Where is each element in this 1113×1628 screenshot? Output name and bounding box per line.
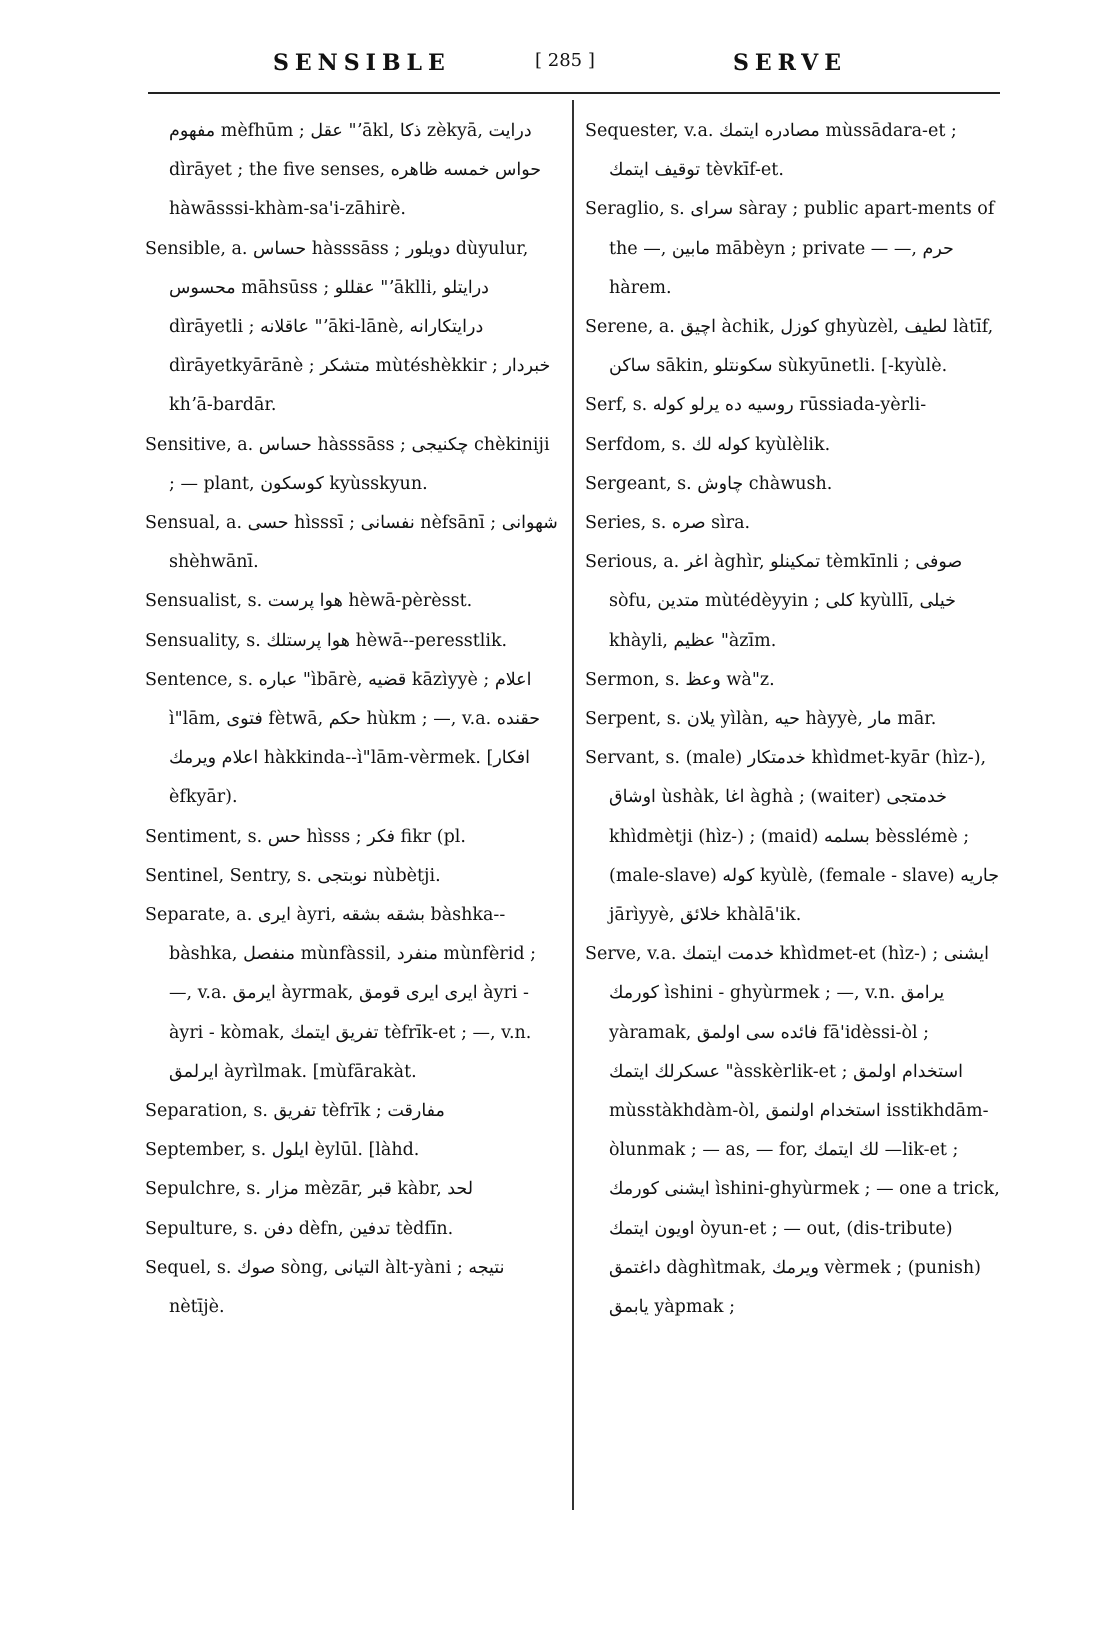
header-rule	[148, 92, 1000, 94]
column-divider	[572, 100, 574, 1510]
dictionary-entry: Sensible, a. حساس hàsssāss ; دويلور dùyulur, محسوس māhsūss ; عقللو "ʼāklli, درايتلو dìrāyetli ; عاقلانه "ʼāki-lānè, درايتكارانه dìrāyetkyārānè ; متشكر mùtéshèkkir ; خبردار khʼā-bardār.	[145, 238, 551, 416]
dictionary-entry: Separate, a. ايرى àyri, بشقه بشقه bàshka--bàshka, منفصل mùnfàssil, منفرد mùnfèrid ; —, v.a. ايرمق àyrmak, ايرى ايرى قومق àyri - àyri - kòmak, تفريق ايتمك tèfrīk-et ; —, v.n. ايرلمق àyrìlmak. [mùfārakàt.	[145, 905, 537, 1082]
right-column	[585, 112, 1000, 1327]
dictionary-entry: Serious, a. اغر àghìr, تمكينلو tèmkīnli ; صوفى sòfu, متدين mùtédèyyin ; كلى kyùllī, خيلى khàyli, عظيم "àzīm.	[585, 552, 963, 651]
running-head-right: SERVE	[733, 50, 847, 76]
left-column	[145, 112, 560, 1327]
dictionary-entry: Serene, a. اچيق àchik, كوزل ghyùzèl, لطيف làtīf, ساكن sākin, سكونتلو sùkyūnetli. [-kyùlè.	[585, 317, 994, 377]
page-header	[145, 50, 1005, 84]
dictionary-entry: Sequel, s. صوك sòng, التيانى àlt-yàni ; نتيجه nètījè.	[145, 1257, 505, 1318]
running-head-left: SENSIBLE	[273, 50, 451, 76]
dictionary-entry: Serpent, s. يلان yìlàn, حيه hàyyè, مار mār.	[585, 709, 937, 730]
dictionary-entry: September, s. ايلول èylūl. [làhd.	[145, 1140, 420, 1161]
dictionary-entry: Seraglio, s. سراى sàray ; public apart-ments of the —, مابين mābèyn ; private — —, حرم hàrem.	[585, 199, 995, 298]
dictionary-entry: Sergeant, s. چاوش chàwush.	[585, 473, 833, 494]
dictionary-entry: Serfdom, s. كوله لك kyùlèlik.	[585, 434, 831, 455]
dictionary-entry: مفهوم mèfhūm ; عقل "ʼākl, ذكا zèkyā, درايت dìrāyet ; the five senses, حواس خمسه ظاهره hàwāsssi-khàm-sa'i-zāhirè.	[169, 121, 542, 220]
dictionary-entry: Sensualist, s. هوا پرست hèwā-pèrèsst.	[145, 591, 473, 612]
dictionary-entry: Separation, s. تفريق tèfrīk ; مفارقت	[145, 1101, 445, 1122]
dictionary-entry: Serf, s. روسيه ده يرلو كوله rūssiada-yèrli-	[585, 395, 927, 416]
dictionary-entry: Servant, s. (male) خدمتكار khìdmet-kyār (hìz-), اوشاق ùshàk, اغا àghà ; (waiter) خدمتجى khìdmètji (hìz-) ; (maid) بسلمه bèsslémè ; (male-slave) كوله kyùlè, (female - slave) جاريه jārìyyè, خلائق khàlā'ik.	[585, 748, 1000, 926]
dictionary-entry: Sermon, s. وعظ wà"z.	[585, 669, 775, 690]
dictionary-entry: Sentiment, s. حس hìsss ; فكر fikr (pl.	[145, 826, 466, 847]
page-number: [ 285 ]	[535, 50, 595, 71]
dictionary-entry: Sensitive, a. حساس hàsssāss ; چكنيجى chèkiniji ; — plant, كوسكون kyùsskyun.	[145, 434, 550, 494]
dictionary-entry: Sentence, s. عباره "ìbārè, قضيه kāzìyyè ; اعلام ì"lām, فتوى fètwā, حكم hùkm ; —, v.a. حقنده اعلام ويرمك hàkkinda--ì"lām-vèrmek. [افكار èfkyār).	[145, 669, 541, 808]
dictionary-entry: Serve, v.a. خدمت ايتمك khìdmet-et (hìz-) ; ايشنى كورمك ìshini - ghyùrmek ; —, v.n. يرامق yàramak, فائده سى اولمق fā'idèssi-òl ; عسكرلك ايتمك "àsskèrlik-et ; استخدام اولمق mùsstàkhdàm-òl, استخدام اولنمق isstikhdām-òlunmak ; — as, — for, لك ايتمك —lik-et ; ايشنى كورمك ìshini-ghyùrmek ; — one a trick, اويون ايتمك òyun-et ; — out, (dis-tribute) داغتمق dàghìtmak, ويرمك vèrmek ; (punish) يابمق yàpmak ;	[585, 944, 1000, 1318]
dictionary-entry: Sepulture, s. دفن dèfn, تدفين tèdfīn.	[145, 1218, 454, 1239]
dictionary-entry: Sepulchre, s. مزار mèzār, قبر kàbr, لحد	[145, 1179, 474, 1200]
dictionary-entry: Sensuality, s. هوا پرستلك hèwā--peresstlik.	[145, 630, 508, 651]
dictionary-entry: Sequester, v.a. مصادره ايتمك mùssādara-et ; توقيف ايتمك tèvkīf-et.	[585, 121, 957, 181]
dictionary-entry: Series, s. صره sìra.	[585, 513, 751, 534]
dictionary-entry: Sensual, a. حسى hìsssī ; نفسانى nèfsānī ; شهوانى shèhwānī.	[145, 513, 558, 573]
dictionary-entry: Sentinel, Sentry, s. نوبتجى nùbètji.	[145, 865, 441, 886]
